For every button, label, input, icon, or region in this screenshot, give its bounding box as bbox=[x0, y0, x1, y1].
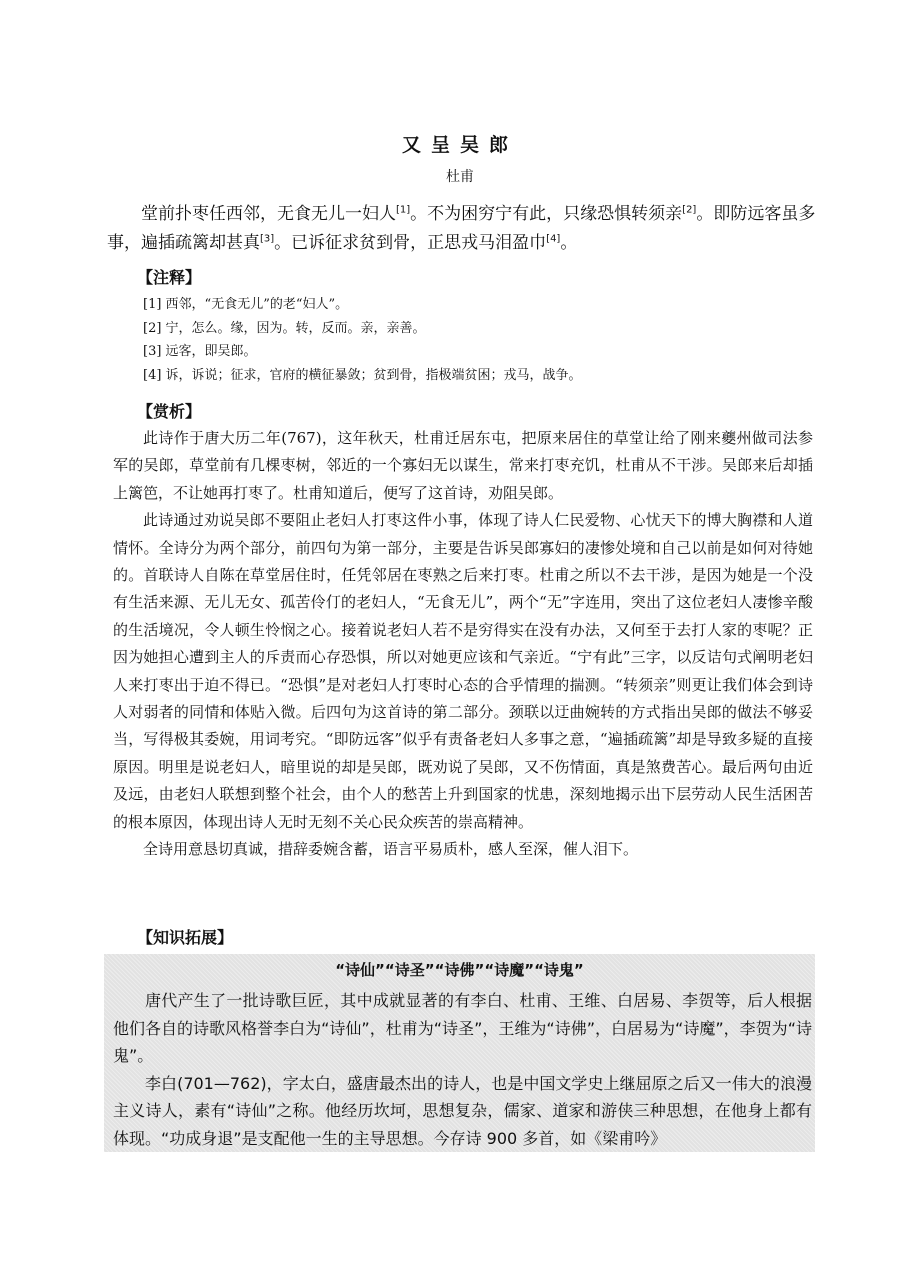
poem-author: 杜甫 bbox=[446, 169, 474, 185]
note-item: [1] 西邻，“无食无儿”的老“妇人”。 bbox=[143, 297, 349, 312]
knowledge-box-body bbox=[104, 981, 815, 1152]
knowledge-box bbox=[104, 954, 815, 1152]
analysis-heading: 【赏析】 bbox=[137, 402, 202, 421]
knowledge-heading: 【知识拓展】 bbox=[137, 928, 234, 947]
analysis-paragraph: 全诗用意恳切真诚，措辞委婉含蓄，语言平易质朴，感人至深，催人泪下。 bbox=[143, 840, 639, 859]
poem-segment: 。已诉征求贫到骨，正思戎马泪盈巾 bbox=[274, 233, 547, 253]
poem-segment: 。 bbox=[560, 233, 578, 253]
poem-text bbox=[107, 200, 822, 258]
note-item: [4] 诉，诉说；征求，官府的横征暴敛；贫到骨，指极端贫困；戎马，战争。 bbox=[143, 367, 582, 383]
footnote-marker: [2] bbox=[682, 204, 697, 216]
knowledge-paragraph: 唐代产生了一批诗歌巨匠，其中成就显著的有李白、杜甫、王维、白居易、李贺等，后人根据他们各自的诗歌风格誉李白为“诗仙”，杜甫为“诗圣”，王维为“诗佛”，白居易为“诗魔”，李贺为“诗鬼”。 bbox=[113, 991, 812, 1065]
note-item: [2] 宁，怎么。缘，因为。转，反而。亲，亲善。 bbox=[143, 320, 426, 336]
footnote-marker: [1] bbox=[396, 204, 411, 216]
analysis-paragraph: 此诗通过劝说吴郎不要阻止老妇人打枣这件小事，体现了诗人仁民爱物、心忧天下的博大胸襟和人道情怀。全诗分为两个部分，前四句为第一部分，主要是告诉吴郎寡妇的凄惨处境和自己以前是如何对待她的。首联诗人自陈在草堂居住时，任凭邻居在枣熟之后来打枣。杜甫之所以不去干涉，是因为她是一个没有生活来源、无儿无女、孤苦伶仃的老妇人，“无食无儿”，两个“无”字连用，突出了这位老妇人凄惨辛酸的生活境况，令人顿生怜悯之心。接着说老妇人若不是穷得实在没有办法，又何至于去打人家的枣呢？正因为她担心遭到主人的斥责而心存恐惧，所以对她更应该和气亲近。“宁有此”三字，以反诘句式阐明老妇人来打枣出于迫不得已。“恐惧”是对老妇人打枣时心态的合乎情理的揣测。“转须亲”则更让我们体会到诗人对弱者的同情和体贴入微。后四句为这首诗的第二部分。颈联以迂曲婉转的方式指出吴郎的做法不够妥当，写得极其委婉，用词考究。“即防远客”似乎有责备老妇人多事之意，“遍插疏篱”却是导致多疑的直接原因。明里是说老妇人，暗里说的却是吴郎，既劝说了吴郎，又不伤情面，真是煞费苦心。最后两句由近及远，由老妇人联想到整个社会，由个人的愁苦上升到国家的忧患，深刻地揭示出下层劳动人民生活困苦的根本原因，体现出诗人无时无刻不关心民众疾苦的崇高精神。 bbox=[113, 511, 813, 831]
note-item: [3] 远客，即吴郎。 bbox=[143, 344, 257, 359]
poem-title: 又呈吴郎 bbox=[401, 134, 518, 156]
knowledge-box-title: “诗仙”“诗圣”“诗佛”“诗魔”“诗鬼” bbox=[335, 961, 584, 979]
analysis-paragraph: 此诗作于唐大历二年(767)，这年秋天，杜甫迁居东屯，把原来居住的草堂让给了刚来夔州做司法参军的吴郎，草堂前有几棵枣树，邻近的一个寡妇无以谋生，常来打枣充饥，杜甫从不干涉。吴郎来后却插上篱笆，不让她再打枣了。杜甫知道后，便写了这首诗，劝阻吴郎。 bbox=[113, 429, 813, 502]
poem-segment: 。即防远客虽多事，遍插疏篱却甚真 bbox=[107, 204, 816, 253]
footnote-marker: [4] bbox=[546, 233, 561, 245]
footnote-marker: [3] bbox=[260, 233, 275, 245]
notes-list bbox=[143, 293, 823, 387]
poem-segment: 堂前扑枣任西邻，无食无儿一妇人 bbox=[141, 204, 396, 224]
analysis-section bbox=[113, 425, 813, 864]
notes-heading: 【注释】 bbox=[137, 268, 202, 287]
knowledge-paragraph: 李白(701—762)，字太白，盛唐最杰出的诗人，也是中国文学史上继屈原之后又一伟大的浪漫主义诗人，素有“诗仙”之称。他经历坎坷，思想复杂，儒家、道家和游侠三种思想，在他身上都有体现。“功成身退”是支配他一生的主导思想。今存诗 900 多首，如《梁甫吟》 bbox=[113, 1073, 812, 1148]
poem-segment: 。不为困穷宁有此，只缘恐惧转须亲 bbox=[410, 204, 683, 224]
